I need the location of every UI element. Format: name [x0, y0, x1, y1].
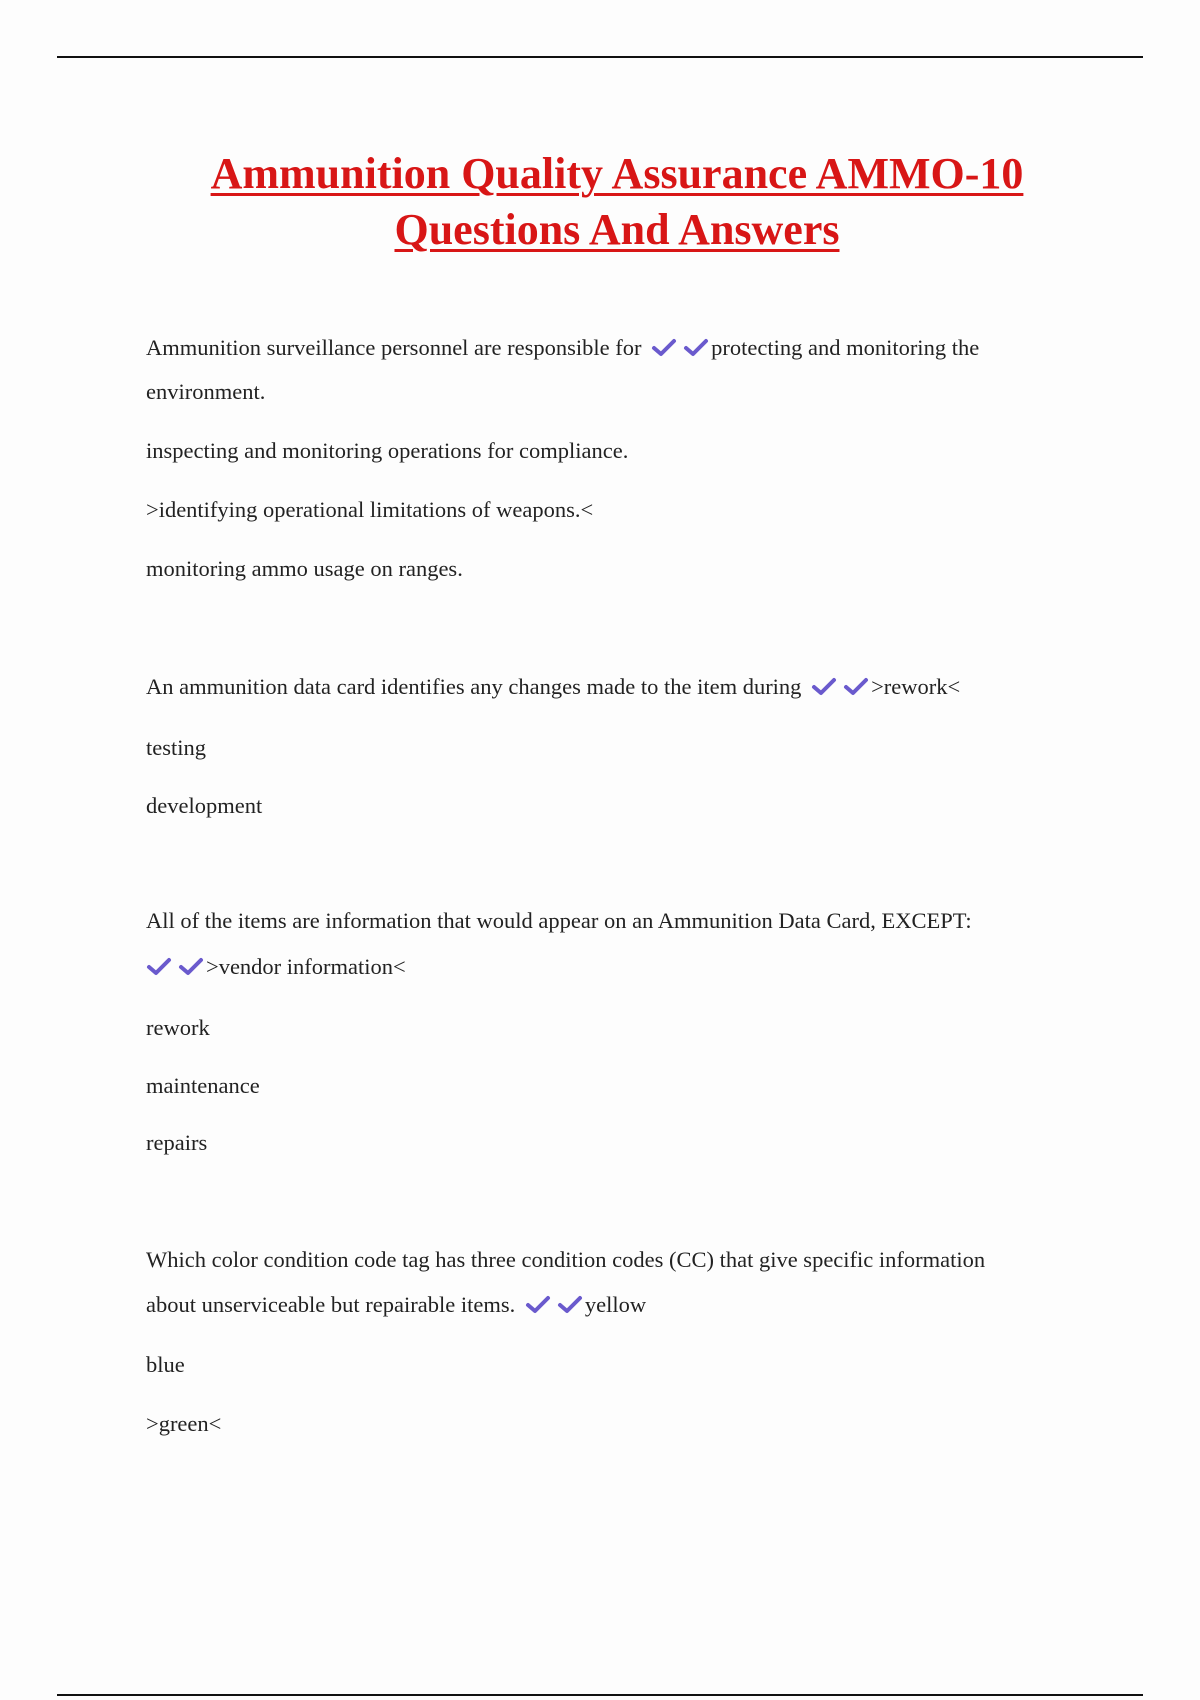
bottom-rule: [57, 1694, 1143, 1696]
question-3-option-1: rework: [146, 1015, 210, 1040]
question-1-option-3: monitoring ammo usage on ranges.: [146, 556, 463, 581]
check-icon: [557, 1295, 583, 1315]
question-4-stem: Which color condition code tag has three condition codes (CC) that give specific information: [146, 1247, 986, 1272]
question-4-option-2: >green<: [146, 1411, 222, 1436]
question-4-line: [146, 1290, 1076, 1320]
question-1-line: [146, 333, 1076, 363]
question-1-answer: protecting and monitoring the: [711, 335, 980, 360]
check-icon: [178, 957, 204, 977]
question-3-stem: All of the items are information that would appear on an Ammunition Data Card, EXCEPT:: [146, 908, 972, 933]
check-icon: [843, 677, 869, 697]
question-4-answer: yellow: [584, 1292, 647, 1317]
question-1-stem: Ammunition surveillance personnel are responsible for: [146, 335, 642, 360]
question-2-line: [146, 672, 1076, 702]
question-1-answer-continued: environment.: [146, 379, 266, 404]
question-3-answer: >vendor information<: [206, 954, 406, 979]
question-2-answer: >rework<: [871, 674, 961, 699]
question-2-stem: An ammunition data card identifies any changes made to the item during: [146, 674, 802, 699]
question-4-stem-continued: about unserviceable but repairable items.: [146, 1292, 516, 1317]
question-3-answer-line: [146, 952, 1076, 982]
check-icon: [811, 677, 837, 697]
question-2-option-2: development: [146, 793, 263, 818]
question-2-option-1: testing: [146, 735, 206, 760]
question-1-option-2: >identifying operational limitations of weapons.<: [146, 497, 594, 522]
question-4-option-1: blue: [146, 1352, 185, 1377]
question-3-option-3: repairs: [146, 1130, 208, 1155]
question-1-option-1: inspecting and monitoring operations for compliance.: [146, 438, 629, 463]
top-rule: [57, 56, 1143, 58]
title-line-2: Questions And Answers: [394, 205, 840, 254]
check-icon: [146, 957, 172, 977]
check-icon: [525, 1295, 551, 1315]
check-icon: [683, 338, 709, 358]
check-icon: [651, 338, 677, 358]
question-3-option-2: maintenance: [146, 1073, 260, 1098]
page-title: [100, 146, 1134, 258]
title-line-1: Ammunition Quality Assurance AMMO-10: [210, 149, 1024, 198]
